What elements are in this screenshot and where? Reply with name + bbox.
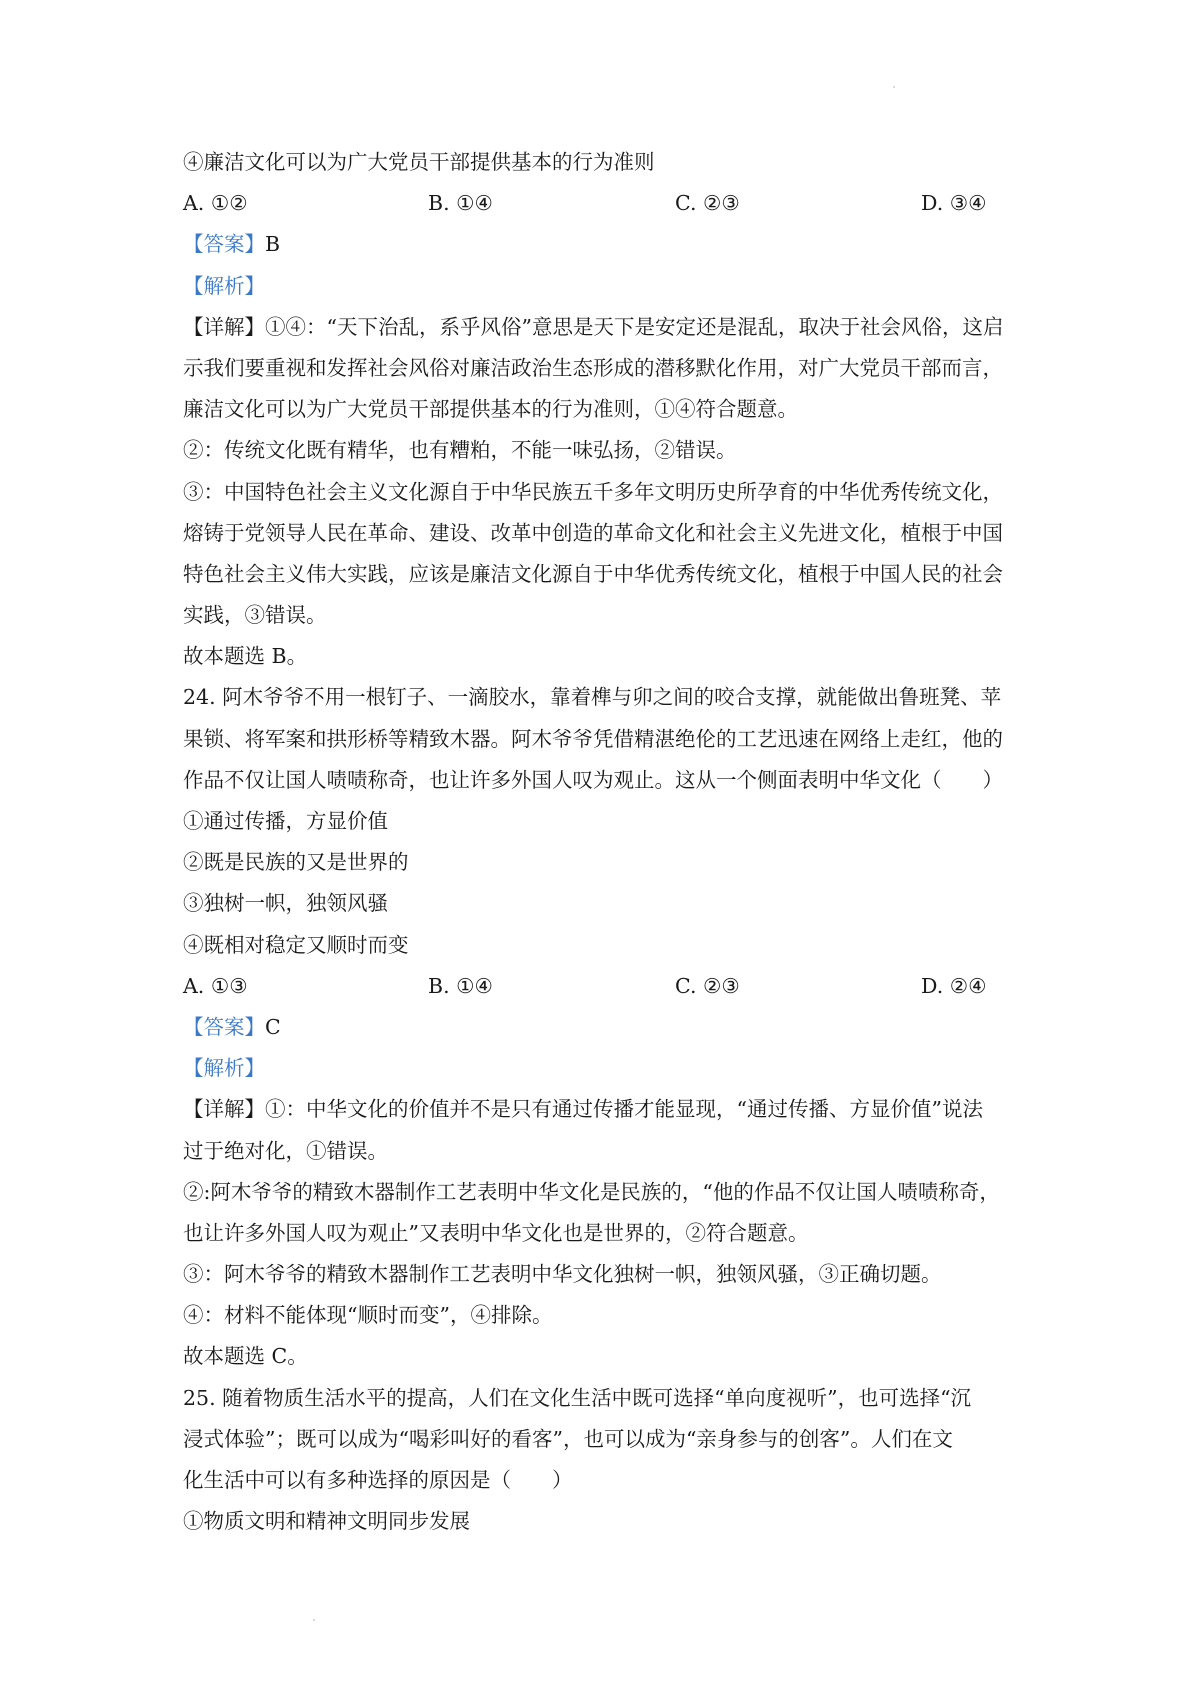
q24-detail-line: ③：阿木爷爷的精致木器制作工艺表明中华文化独树一帜，独领风骚，③正确切题。 [183,1262,942,1287]
scan-dot [893,86,895,88]
q23-choice-c: C. ②③ [675,191,740,216]
q25-stem-line: 浸式体验”；既可以成为“喝彩叫好的看客”，也可以成为“亲身参与的创客”。人们在文 [183,1426,953,1451]
q23-detail-line: 特色社会主义伟大实践，应该是廉洁文化源自于中华优秀传统文化，植根于中国人民的社会 [183,561,1003,586]
q24-analysis [183,1048,1033,1089]
q24-detail-line: ②:阿木爷爷的精致木器制作工艺表明中华文化是民族的，“他的作品不仅让国人啧啧称奇， [183,1179,1000,1204]
q23-detail-line: 熔铸于党领导人民在革命、建设、改革中创造的革命文化和社会主义先进文化，植根于中国 [183,520,1003,545]
q23-detail-line: 廉洁文化可以为广大党员干部提供基本的行为准则，①④符合题意。 [183,397,798,422]
q25-option-1: ①物质文明和精神文明同步发展 [183,1509,470,1534]
q24-stem-line: 24. 阿木爷爷不用一根钉子、一滴胶水，靠着榫与卯之间的咬合支撑，就能做出鲁班凳、苹 [183,685,1002,710]
q23-choices [183,183,1033,224]
q24-choice-a: A. ①③ [183,973,248,998]
q24-choice-c: C. ②③ [675,973,740,998]
q23-detail-line: ③：中国特色社会主义文化源自于中华民族五千多年文明历史所孕育的中华优秀传统文化， [183,479,1003,504]
q24-conclusion: 故本题选 C。 [183,1344,308,1369]
q23-detail-line: 实践，③错误。 [183,603,327,628]
q24-detail-line: 过于绝对化，①错误。 [183,1138,388,1163]
q23-conclusion: 故本题选 B。 [183,644,308,669]
q23-analysis [183,266,1033,307]
q24-answer [183,1007,1033,1048]
q24-detail-line [183,1089,1033,1130]
q24-detail-line: 也让许多外国人叹为观止”又表明中华文化也是世界的，②符合题意。 [183,1220,809,1245]
detail-text: ①：中华文化的价值并不是只有通过传播才能显现，“通过传播、方显价值”说法 [265,1097,983,1122]
q23-answer [183,224,1033,265]
q24-choice-d: D. ②④ [921,973,987,998]
q23-detail-line [183,307,1033,348]
q23-detail-line: 示我们要重视和发挥社会风俗对廉洁政治生态形成的潜移默化作用，对广大党员干部而言， [183,355,1003,380]
detail-tag: 【详解】 [183,314,265,339]
q23-detail-line: ②：传统文化既有精华，也有糟粕，不能一味弘扬，②错误。 [183,438,737,463]
q23-choice-b: B. ①④ [428,191,493,216]
analysis-tag: 【解析】 [183,1056,265,1081]
q24-option-1: ①通过传播，方显价值 [183,809,388,833]
q24-choice-b: B. ①④ [428,973,493,998]
q24-option-3: ③独树一帜，独领风骚 [183,891,388,916]
q23-choice-a: A. ①② [183,191,248,216]
q23-option-4: ④廉洁文化可以为广大党员干部提供基本的行为准则 [183,150,655,174]
scan-dot [313,1619,315,1621]
detail-text: ①④：“天下治乱，系乎风俗”意思是天下是安定还是混乱，取决于社会风俗，这启 [265,314,1004,339]
answer-value: C [265,1014,281,1039]
answer-tag: 【答案】 [183,1014,265,1039]
page-content [183,142,1033,1542]
q24-detail-line: ④：材料不能体现“顺时而变”，④排除。 [183,1303,553,1328]
q24-choices [183,966,1033,1007]
q24-stem-line: 果锁、将军案和拱形桥等精致木器。阿木爷爷凭借精湛绝伦的工艺迅速在网络上走红，他的 [183,726,1003,751]
q23-choice-d: D. ③④ [921,191,987,216]
answer-tag: 【答案】 [183,232,265,257]
answer-value: B [265,232,281,257]
q25-stem-line: 化生活中可以有多种选择的原因是（ ） [183,1468,573,1492]
q24-option-2: ②既是民族的又是世界的 [183,850,409,875]
q25-stem-line: 25. 随着物质生活水平的提高，人们在文化生活中既可选择“单向度视听”，也可选择“沉 [183,1385,972,1410]
analysis-tag: 【解析】 [183,273,265,298]
detail-tag: 【详解】 [183,1097,265,1122]
q24-stem-line: 作品不仅让国人啧啧称奇，也让许多外国人叹为观止。这从一个侧面表明中华文化（ ） [183,767,1003,792]
q24-option-4: ④既相对稳定又顺时而变 [183,932,409,957]
